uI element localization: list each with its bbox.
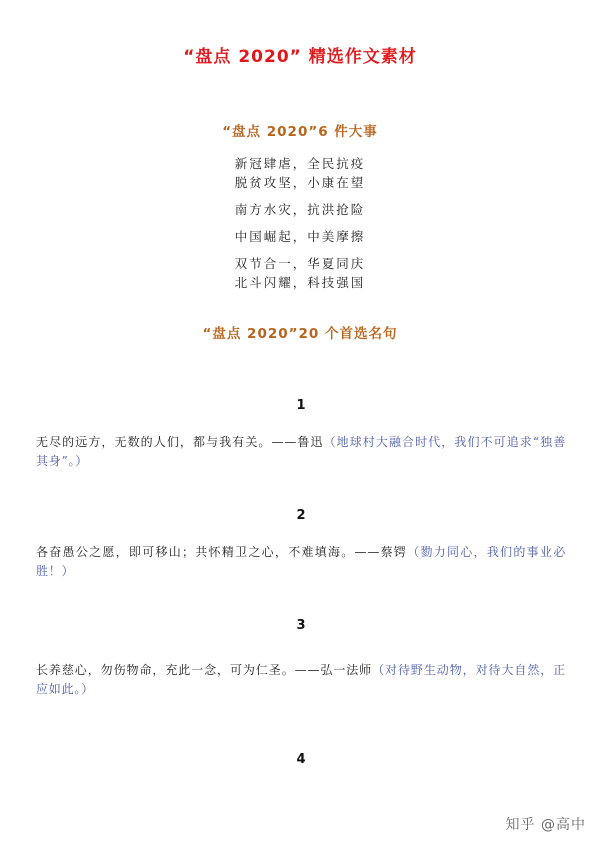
quote-note: （地球村大融合时代，我们不可追求“独善其身”。） <box>36 435 566 468</box>
quote-body: 无尽的远方，无数的人们，都与我有关。——鲁迅 <box>36 435 324 449</box>
event-group <box>0 154 600 192</box>
page-title: “盘点 2020” 精选作文素材 <box>183 47 417 67</box>
quote-item <box>36 398 566 471</box>
quote-number: 2 <box>296 508 306 523</box>
event-group <box>0 227 600 246</box>
quote-item <box>36 618 566 699</box>
event-line: 脱贫攻坚，小康在望 <box>234 175 366 190</box>
event-group <box>0 254 600 292</box>
quotes-heading: “盘点 2020”20 个首选名句 <box>202 326 398 342</box>
watermark: 知乎 @高中 <box>505 817 586 833</box>
event-line: 北斗闪耀，科技强国 <box>234 275 366 290</box>
quote-note: （勠力同心，我们的事业必胜！） <box>36 545 566 578</box>
event-group <box>0 200 600 219</box>
quote-number: 1 <box>296 398 306 413</box>
quote-number: 4 <box>296 752 306 767</box>
quote-number: 3 <box>296 618 306 633</box>
quote-item <box>36 752 566 767</box>
event-line: 中国崛起，中美摩擦 <box>234 229 366 244</box>
quote-body: 各奋愚公之愿，即可移山；共怀精卫之心，不难填海。——蔡锷 <box>36 545 408 559</box>
event-line: 双节合一，华夏同庆 <box>234 256 366 271</box>
quote-text <box>36 543 566 581</box>
quote-text <box>36 433 566 471</box>
event-line: 新冠肆虐，全民抗疫 <box>234 156 366 171</box>
event-line: 南方水灾，抗洪抢险 <box>234 202 366 217</box>
quote-note: （对待野生动物，对待大自然，正应如此。） <box>36 663 566 696</box>
quote-item <box>36 508 566 581</box>
quote-text <box>36 661 566 699</box>
quote-body: 长养慈心，勿伤物命，充此一念，可为仁圣。——弘一法师 <box>36 663 373 677</box>
events-list <box>0 154 600 300</box>
events-heading: “盘点 2020”6 件大事 <box>222 124 378 140</box>
